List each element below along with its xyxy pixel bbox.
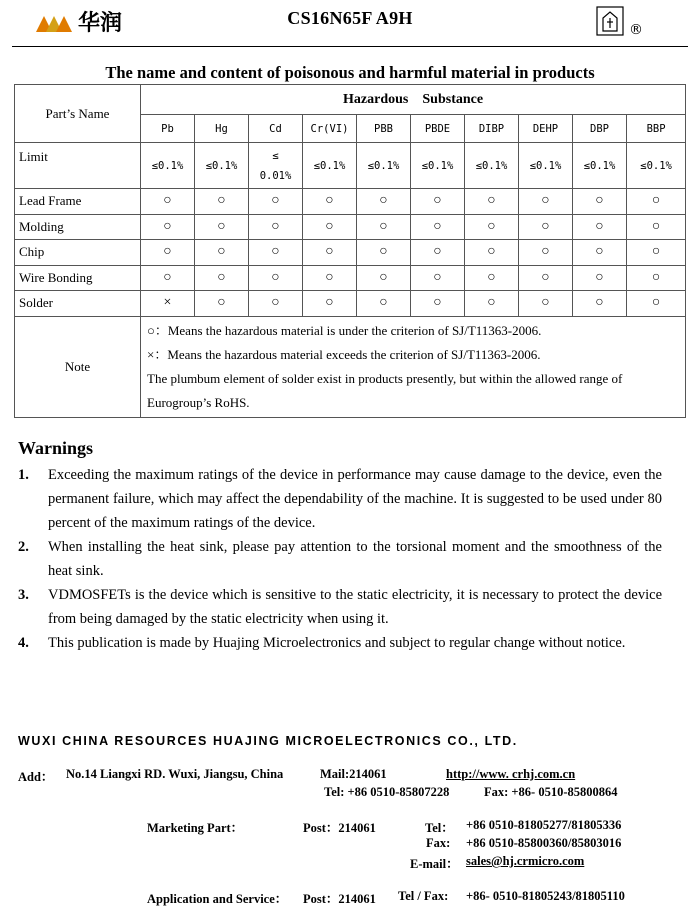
substance-header: Hg bbox=[195, 115, 249, 143]
warnings-list bbox=[18, 463, 662, 655]
compliance-mark: ○ bbox=[141, 265, 195, 291]
compliance-mark: ○ bbox=[141, 240, 195, 266]
substance-header: DEHP bbox=[519, 115, 573, 143]
address: No.14 Liangxi RD. Wuxi, Jiangsu, China bbox=[66, 767, 284, 781]
part-name: Wire Bonding bbox=[15, 265, 141, 291]
hazardous-substance-header: Hazardous Substance bbox=[141, 85, 686, 115]
limit-value: ≤0.1% bbox=[141, 143, 195, 189]
warning-number: 3. bbox=[18, 587, 29, 603]
website-link[interactable]: http://www. crhj.com.cn bbox=[446, 767, 576, 781]
substance-header: Cr(VI) bbox=[303, 115, 357, 143]
compliance-mark: ○ bbox=[249, 265, 303, 291]
note-row bbox=[15, 316, 686, 417]
marketing-fax: +86 0510-85800360/85803016 bbox=[466, 836, 622, 850]
company-name: WUXI CHINA RESOURCES HUAJING MICROELECTRONICS CO., LTD. bbox=[18, 734, 518, 748]
part-name: Chip bbox=[15, 240, 141, 266]
table-row bbox=[15, 214, 686, 240]
note-content bbox=[141, 316, 686, 417]
compliance-mark: ○ bbox=[411, 214, 465, 240]
compliance-mark: ○ bbox=[195, 214, 249, 240]
part-rows bbox=[15, 189, 686, 317]
compliance-mark: ○ bbox=[411, 291, 465, 317]
compliance-mark: ○ bbox=[519, 189, 573, 215]
compliance-mark: ○ bbox=[357, 291, 411, 317]
limit-value: ≤0.1% bbox=[573, 143, 627, 189]
compliance-mark: ○ bbox=[465, 214, 519, 240]
substance-header: PBDE bbox=[411, 115, 465, 143]
note-line: ×：Means the hazardous material exceeds the criterion of SJ/T11363-2006. bbox=[147, 346, 541, 362]
substance-header: DBP bbox=[573, 115, 627, 143]
compliance-mark: ○ bbox=[303, 214, 357, 240]
warnings-title: Warnings bbox=[18, 438, 94, 458]
compliance-mark: ○ bbox=[357, 189, 411, 215]
marketing-tel: +86 0510-81805277/81805336 bbox=[466, 818, 622, 832]
note-line: The plumbum element of solder exist in products presently, but within the allowed range of Eurogroup’s RoHS. bbox=[147, 370, 623, 410]
add-label: Add： bbox=[18, 770, 54, 784]
limit-cd-bottom: 0.01% bbox=[259, 169, 292, 182]
compliance-mark: ○ bbox=[627, 291, 686, 317]
compliance-mark: ○ bbox=[303, 240, 357, 266]
compliance-mark: ○ bbox=[411, 265, 465, 291]
compliance-mark: ○ bbox=[249, 240, 303, 266]
limit-value: ≤0.1% bbox=[519, 143, 573, 189]
registered-icon: ® bbox=[629, 22, 643, 38]
limit-value: ≤0.1% bbox=[195, 143, 249, 189]
compliance-mark: ○ bbox=[627, 214, 686, 240]
compliance-mark: ○ bbox=[573, 214, 627, 240]
compliance-mark: ○ bbox=[465, 265, 519, 291]
warning-item bbox=[18, 535, 662, 583]
compliance-mark: ○ bbox=[519, 214, 573, 240]
compliance-mark: ○ bbox=[303, 265, 357, 291]
logo-text: 华润 bbox=[78, 10, 123, 36]
compliance-mark: ○ bbox=[411, 189, 465, 215]
marketing-tel-label: Tel： bbox=[425, 821, 454, 835]
compliance-mark: ○ bbox=[573, 189, 627, 215]
application-telfax-label: Tel / Fax: bbox=[398, 889, 449, 903]
warning-item bbox=[18, 583, 662, 631]
compliance-mark: ○ bbox=[195, 240, 249, 266]
compliance-mark: ○ bbox=[249, 189, 303, 215]
table-row bbox=[15, 265, 686, 291]
limit-value: ≤0.1% bbox=[357, 143, 411, 189]
table-row bbox=[15, 240, 686, 266]
substance-header: BBP bbox=[627, 115, 686, 143]
compliance-mark: ○ bbox=[465, 291, 519, 317]
compliance-mark: ○ bbox=[195, 189, 249, 215]
compliance-mark: ○ bbox=[627, 189, 686, 215]
table-row bbox=[15, 291, 686, 317]
note-line: ○：Means the hazardous material is under the criterion of SJ/T11363-2006. bbox=[147, 322, 542, 338]
compliance-mark: ○ bbox=[303, 189, 357, 215]
substance-header: Cd bbox=[249, 115, 303, 143]
compliance-mark: ○ bbox=[303, 291, 357, 317]
compliance-mark: ○ bbox=[195, 265, 249, 291]
compliance-mark: ○ bbox=[141, 189, 195, 215]
certification-mark-icon bbox=[593, 4, 653, 38]
limit-value: ≤0.1% bbox=[627, 143, 686, 189]
compliance-mark: ○ bbox=[573, 240, 627, 266]
part-name: Lead Frame bbox=[15, 189, 141, 215]
marketing-label: Marketing Part： bbox=[147, 821, 244, 835]
compliance-mark: ○ bbox=[627, 265, 686, 291]
hazard-section-title: The name and content of poisonous and harmful material in products bbox=[105, 63, 595, 82]
warning-text: This publication is made by Huajing Microelectronics and subject to regular change without notice. bbox=[48, 635, 626, 651]
limit-value: ≤0.1% bbox=[411, 143, 465, 189]
limit-row bbox=[15, 143, 686, 189]
compliance-mark: ○ bbox=[195, 291, 249, 317]
warning-number: 2. bbox=[18, 539, 29, 555]
email-link[interactable]: sales@hj.crmicro.com bbox=[466, 854, 585, 868]
main-tel: Tel: +86 0510-85807228 bbox=[324, 785, 450, 799]
note-label: Note bbox=[15, 316, 141, 417]
part-name: Molding bbox=[15, 214, 141, 240]
compliance-mark: ○ bbox=[465, 189, 519, 215]
marketing-post: Post：214061 bbox=[303, 821, 376, 835]
compliance-mark: ○ bbox=[249, 291, 303, 317]
warning-text: Exceeding the maximum ratings of the device in performance may cause damage to the device, even the permanent failure, which may affect the dependability of the machine. It is suggested to be used under 80 percent of the maximum ratings of the device. bbox=[48, 467, 662, 531]
part-name-header: Part’s Name bbox=[15, 85, 141, 143]
main-fax: Fax: +86- 0510-85800864 bbox=[484, 785, 618, 799]
compliance-mark: ○ bbox=[357, 214, 411, 240]
substance-header: Pb bbox=[141, 115, 195, 143]
document-title: CS16N65F A9H bbox=[287, 8, 413, 28]
compliance-mark: ○ bbox=[573, 265, 627, 291]
substance-header: DIBP bbox=[465, 115, 519, 143]
part-name: Solder bbox=[15, 291, 141, 317]
limit-label: Limit bbox=[15, 143, 141, 189]
marketing-fax-label: Fax: bbox=[426, 836, 451, 850]
warning-item bbox=[18, 631, 662, 655]
limit-value: ≤0.1% bbox=[465, 143, 519, 189]
mail-post: Mail:214061 bbox=[320, 767, 387, 781]
application-post: Post：214061 bbox=[303, 892, 376, 906]
email-label: E-mail： bbox=[410, 857, 459, 871]
limit-value: ≤0.1% bbox=[303, 143, 357, 189]
table-row bbox=[15, 189, 686, 215]
compliance-mark: ○ bbox=[357, 265, 411, 291]
compliance-mark: ○ bbox=[357, 240, 411, 266]
limit-cd-top: ≤ bbox=[272, 149, 279, 162]
warning-number: 4. bbox=[18, 635, 29, 651]
substance-header: PBB bbox=[357, 115, 411, 143]
page-header bbox=[0, 0, 700, 48]
compliance-mark: ○ bbox=[519, 265, 573, 291]
application-telfax: +86- 0510-81805243/81805110 bbox=[466, 889, 625, 903]
compliance-mark: ○ bbox=[249, 214, 303, 240]
compliance-mark: ○ bbox=[519, 240, 573, 266]
compliance-mark: ○ bbox=[141, 214, 195, 240]
warning-item bbox=[18, 463, 662, 535]
application-label: Application and Service： bbox=[147, 892, 288, 906]
compliance-mark: ○ bbox=[411, 240, 465, 266]
hazard-table bbox=[14, 84, 686, 418]
warning-number: 1. bbox=[18, 467, 29, 483]
warning-text: When installing the heat sink, please pay attention to the torsional moment and the smoothness of the heat sink. bbox=[48, 539, 662, 579]
compliance-mark: ○ bbox=[519, 291, 573, 317]
header-divider bbox=[12, 46, 688, 47]
compliance-mark: ○ bbox=[627, 240, 686, 266]
limit-value-cd bbox=[249, 143, 303, 189]
compliance-mark: ○ bbox=[573, 291, 627, 317]
compliance-mark: ○ bbox=[465, 240, 519, 266]
compliance-mark: × bbox=[141, 291, 195, 317]
warning-text: VDMOSFETs is the device which is sensitive to the static electricity, it is necessary to protect the device from being damaged by the static electricity when using it. bbox=[48, 587, 662, 627]
